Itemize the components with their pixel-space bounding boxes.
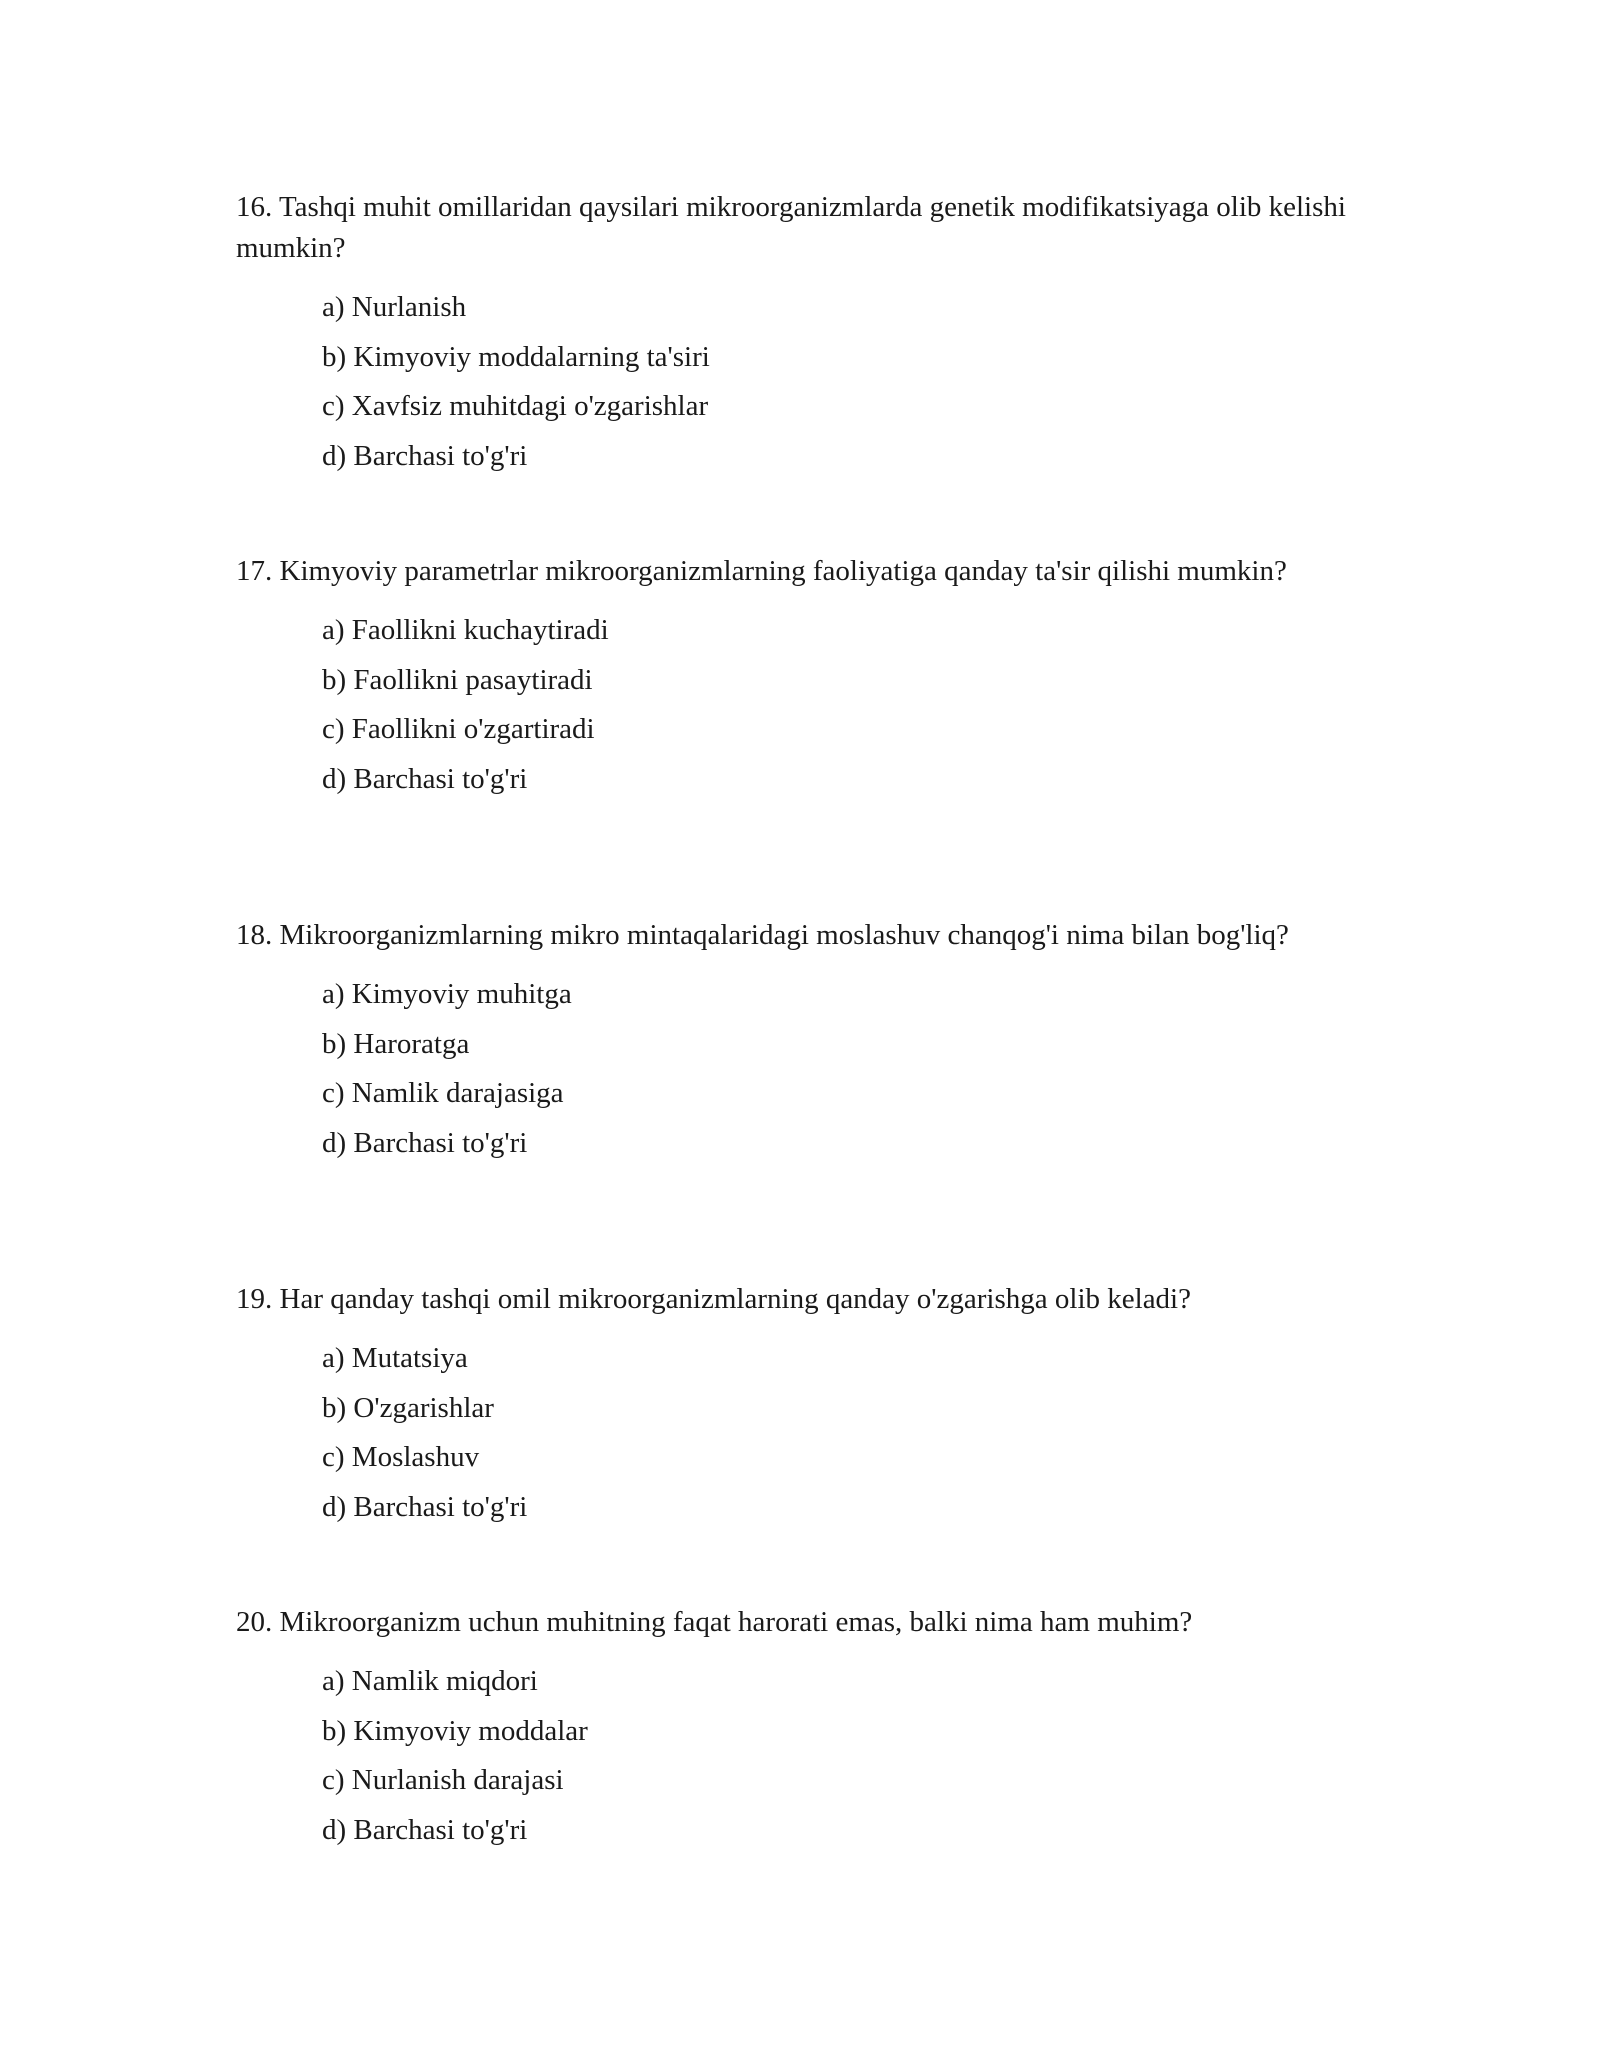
answer-option: d) Barchasi to'g'ri <box>322 439 528 472</box>
question-text: 19. Har qanday tashqi omil mikroorganizmlarning qanday o'zgarishga olib keladi? <box>236 1283 1191 1315</box>
answer-option: c) Nurlanish darajasi <box>322 1764 564 1796</box>
answer-option: a) Nurlanish <box>322 291 467 323</box>
answer-option: c) Xavfsiz muhitdagi o'zgarishlar <box>322 390 709 422</box>
answer-option: b) Faollikni pasaytiradi <box>322 663 593 696</box>
question-17 <box>236 551 1376 804</box>
question-16 <box>236 187 1376 481</box>
question-text: 16. Tashqi muhit omillaridan qaysilari mikroorganizmlarda genetik modifikatsiyaga olib kelishi mumkin? <box>236 191 1346 264</box>
question-text: 17. Kimyoviy parametrlar mikroorganizmlarning faoliyatiga qanday ta'sir qilishi mumkin? <box>236 555 1287 587</box>
answer-option: c) Faollikni o'zgartiradi <box>322 713 595 745</box>
question-18 <box>236 915 1376 1168</box>
question-19 <box>236 1279 1376 1532</box>
answer-options <box>236 970 1376 1168</box>
answer-option: b) O'zgarishlar <box>322 1391 494 1424</box>
answer-option: a) Kimyoviy muhitga <box>322 978 572 1010</box>
answer-options <box>236 1657 1376 1855</box>
answer-option: d) Barchasi to'g'ri <box>322 1490 528 1523</box>
answer-options <box>236 1334 1376 1532</box>
answer-option: c) Moslashuv <box>322 1441 480 1473</box>
answer-option: a) Namlik miqdori <box>322 1665 538 1697</box>
answer-option: b) Kimyoviy moddalar <box>322 1714 588 1747</box>
question-text: 18. Mikroorganizmlarning mikro mintaqalaridagi moslashuv chanqog'i nima bilan bog'liq? <box>236 919 1289 951</box>
answer-options <box>236 606 1376 804</box>
answer-options <box>236 283 1376 481</box>
answer-option: a) Mutatsiya <box>322 1342 468 1374</box>
answer-option: d) Barchasi to'g'ri <box>322 1126 528 1159</box>
answer-option: b) Kimyoviy moddalarning ta'siri <box>322 340 710 373</box>
answer-option: b) Haroratga <box>322 1027 470 1060</box>
answer-option: c) Namlik darajasiga <box>322 1077 564 1109</box>
answer-option: a) Faollikni kuchaytiradi <box>322 614 609 646</box>
question-20 <box>236 1602 1376 1855</box>
question-text: 20. Mikroorganizm uchun muhitning faqat harorati emas, balki nima ham muhim? <box>236 1606 1193 1638</box>
answer-option: d) Barchasi to'g'ri <box>322 1813 528 1846</box>
answer-option: d) Barchasi to'g'ri <box>322 762 528 795</box>
